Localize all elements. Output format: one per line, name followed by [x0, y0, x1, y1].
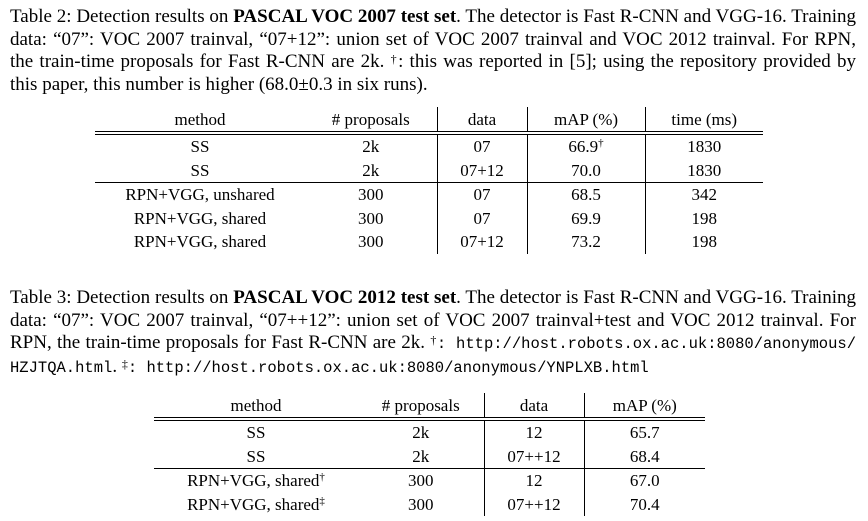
cell-proposals: 2k: [412, 446, 430, 466]
cell-map: 68.4: [584, 445, 705, 469]
cell-data: 07+12: [437, 159, 527, 183]
cell-data: 07: [437, 207, 527, 231]
method-text: RPN+VGG, shared: [187, 494, 320, 514]
cell-time: 198: [645, 207, 763, 231]
cell-map: 70.4: [584, 493, 705, 517]
table-row: [95, 133, 763, 159]
dagger-mark: †: [598, 137, 604, 150]
cell-proposals: 2k: [412, 423, 430, 443]
header-proposals: # proposals: [358, 393, 484, 419]
cell-method: RPN+VGG, shared: [133, 208, 267, 228]
cell-proposals: 300: [358, 208, 384, 228]
cell-data: 12: [484, 469, 584, 493]
dagger-mark: †: [390, 52, 399, 66]
cell-data: 07: [437, 133, 527, 159]
table-row: [154, 445, 705, 469]
table-row: [95, 183, 763, 207]
cell-map: 65.7: [584, 419, 705, 445]
table3-caption: [10, 287, 856, 379]
cell-map: 69.9: [527, 207, 645, 231]
table2-caption-text2: : this was reported in [5]; using the repository provided by this paper, this number is higher (68.0±0.3 in six runs).: [10, 51, 856, 95]
cell-method: SS: [190, 160, 210, 180]
table2-header-row: [95, 107, 763, 133]
cell-method: RPN+VGG, unshared: [95, 183, 305, 207]
cell-proposals: 300: [305, 183, 437, 207]
cell-map: 73.2: [527, 230, 645, 254]
cell-data: 12: [484, 419, 584, 445]
footnote-colon: :: [436, 335, 457, 353]
dagger-mark: †: [319, 471, 325, 484]
header-method: method: [95, 107, 305, 133]
table3-caption-text1: . The detector is Fast R-CNN and VGG-16. Training data: “07”: VOC 2007 trainval, “07++12”: union set of VOC 2007 trainval+test and VOC 2012 trainval. For RPN, the train-time proposals for Fast R-CNN are 2k.: [10, 287, 856, 353]
table-row: [154, 493, 705, 517]
cell-proposals: 300: [358, 469, 484, 493]
cell-data: 07++12: [484, 493, 584, 517]
dagger-mark: †: [430, 333, 437, 347]
table-row: [95, 230, 763, 254]
header-data: data: [484, 393, 584, 419]
header-map: mAP (%): [527, 107, 645, 133]
cell-method: RPN+VGG, shared: [133, 232, 267, 252]
header-map: mAP (%): [584, 393, 705, 419]
cell-time: 1830: [645, 133, 763, 159]
cell-proposals: 2k: [362, 160, 380, 180]
cell-map: 68.5: [527, 183, 645, 207]
table2-caption-prefix: Table 2: Detection results on: [10, 6, 234, 27]
cell-time: 342: [645, 183, 763, 207]
footnote-url-1: http://host.robots.ox.ac.uk:8080/anonymous/HZJTQA.html: [10, 335, 857, 377]
table2-caption-bold: PASCAL VOC 2007 test set: [233, 6, 457, 27]
cell-time: 198: [645, 230, 763, 254]
table3-header-row: [154, 393, 705, 419]
cell-method: [154, 469, 358, 493]
table2-caption-text1: . The detector is Fast R-CNN and VGG-16. Training data: “07”: VOC 2007 trainval, “07+12”: union set of VOC 2007 trainval and VOC 2012 trainval. For RPN, the train-time proposals for Fast R-CNN are 2k.: [10, 6, 856, 72]
header-time: time (ms): [645, 107, 763, 133]
table3-caption-bold: PASCAL VOC 2012 test set: [233, 287, 457, 308]
cell-map: 67.0: [584, 469, 705, 493]
cell-data: 07+12: [437, 230, 527, 254]
table-row: [95, 207, 763, 231]
cell-data: 07++12: [484, 445, 584, 469]
table3-caption-prefix: Table 3: Detection results on: [10, 287, 234, 308]
table-row: [95, 159, 763, 183]
method-text: RPN+VGG, shared: [187, 471, 320, 491]
cell-method: SS: [190, 137, 210, 157]
cell-proposals: 300: [358, 232, 384, 252]
cell-map: 70.0: [527, 159, 645, 183]
cell-map: [527, 133, 645, 159]
table3: [154, 393, 705, 516]
cell-method: [154, 493, 358, 517]
header-proposals: # proposals: [305, 107, 437, 133]
table2: [95, 107, 763, 254]
footnote-colon: :: [127, 358, 147, 377]
cell-proposals: 300: [408, 494, 434, 514]
header-method: method: [154, 393, 358, 419]
cell-proposals: 2k: [362, 137, 380, 157]
double-dagger-mark: ‡: [121, 356, 128, 371]
caption-separator: .: [112, 355, 122, 377]
table2-caption: [10, 6, 856, 96]
footnote-url-2: http://host.robots.ox.ac.uk:8080/anonymous/YNPLXB.html: [146, 358, 649, 377]
table-row: [154, 469, 705, 493]
cell-method: SS: [246, 423, 266, 443]
cell-method: SS: [246, 446, 266, 466]
table-row: [154, 419, 705, 445]
cell-time: 1830: [645, 159, 763, 183]
cell-data: 07: [437, 183, 527, 207]
map-value: 66.9: [568, 137, 599, 157]
header-data: data: [437, 107, 527, 133]
double-dagger-mark: ‡: [319, 494, 325, 507]
